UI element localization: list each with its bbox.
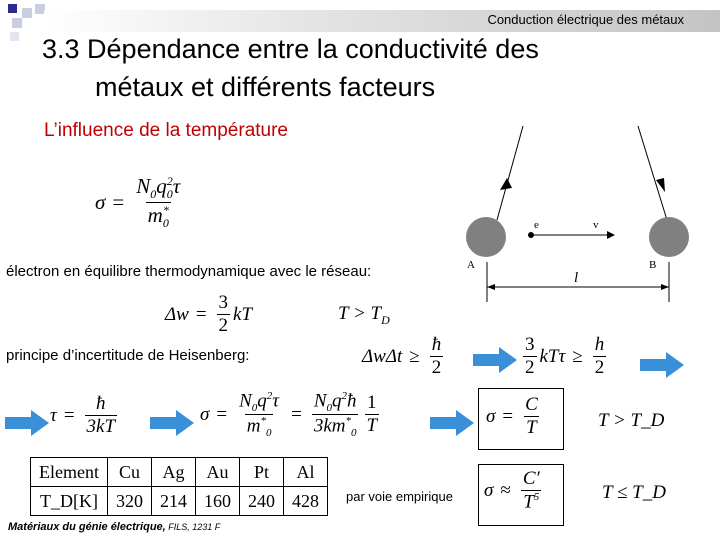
table-header-cell: Ag [151,458,195,487]
condition-low-temp: T ≤ T_D [602,482,666,503]
formula-energy: Δw = $\frac{3}{2}$ kT [165,292,253,336]
formula-uncertainty-result: $\frac{3}{2}$ kTτ ≥ $\frac{h}{2}$ [525,334,605,378]
table-row [31,487,328,516]
table-cell: 160 [195,487,239,516]
electron-scattering-diagram [455,122,705,307]
formula-sigma-C-over-T: σ = $\frac{C}{T}$ [486,394,538,438]
condition-high-temp: $T > T_D$ [338,303,390,327]
footer [8,521,220,533]
table-header-cell: Cu [107,458,151,487]
arrow-icon [150,410,194,436]
formula-heisenberg: ΔwΔt ≥ $\frac{ħ}{2}$ [362,334,442,378]
table-header-cell: Element [31,458,108,487]
label-B: B [649,259,657,271]
table-header-cell: Au [195,458,239,487]
formula-sigma-derived: σ = $\frac{N_0q^2\tau}{m^*_0}$ = $\frac{N_0q^2ħ}{3km^*_0}$ $\frac{1}{T}$ [200,390,378,440]
arrow-icon [640,352,684,378]
equilibrium-text: électron en équilibre thermodynamique avec le réseau: [6,263,372,280]
top-title: Conduction électrique des métaux [487,12,684,27]
heisenberg-text: principe d’incertitude de Heisenberg: [6,347,250,364]
empirical-text: par voie empirique [346,489,453,504]
table-header-cell: Al [283,458,327,487]
formula-tau: τ = $\frac{ħ}{3kT}$ [50,393,116,437]
heading-line-1: 3.3 Dépendance entre la conductivité des [42,34,539,64]
footer-main: Matériaux du génie électrique, [8,521,166,533]
label-A: A [467,259,475,271]
condition-high-temp-result: T > T_D [598,410,665,431]
arrow-icon [5,410,49,436]
table-header-cell: Pt [239,458,283,487]
table-cell: 320 [107,487,151,516]
arrow-icon [430,410,474,436]
footer-small: FILS, 1231 F [165,522,221,532]
arrow-icon [473,347,517,373]
table-row-label: T_D[K] [31,487,108,516]
debye-table [30,457,328,516]
label-v: v [593,219,599,231]
atom-B [649,217,689,257]
heading-line-2: métaux et différents facteurs [95,72,436,102]
formula-conductivity: σ = $\frac{N_0q^2_0\tau}{m^*_0}$ [95,174,181,231]
table-header-row [31,458,328,487]
label-e: e [534,219,539,231]
formula-sigma-empirical: σ ≈ $\frac{C'}{T^5}$ [484,468,540,513]
table-cell: 240 [239,487,283,516]
subheading: L’influence de la température [44,120,288,141]
table-cell: 428 [283,487,327,516]
atom-A [466,217,506,257]
table-cell: 214 [151,487,195,516]
label-l: l [574,270,579,286]
